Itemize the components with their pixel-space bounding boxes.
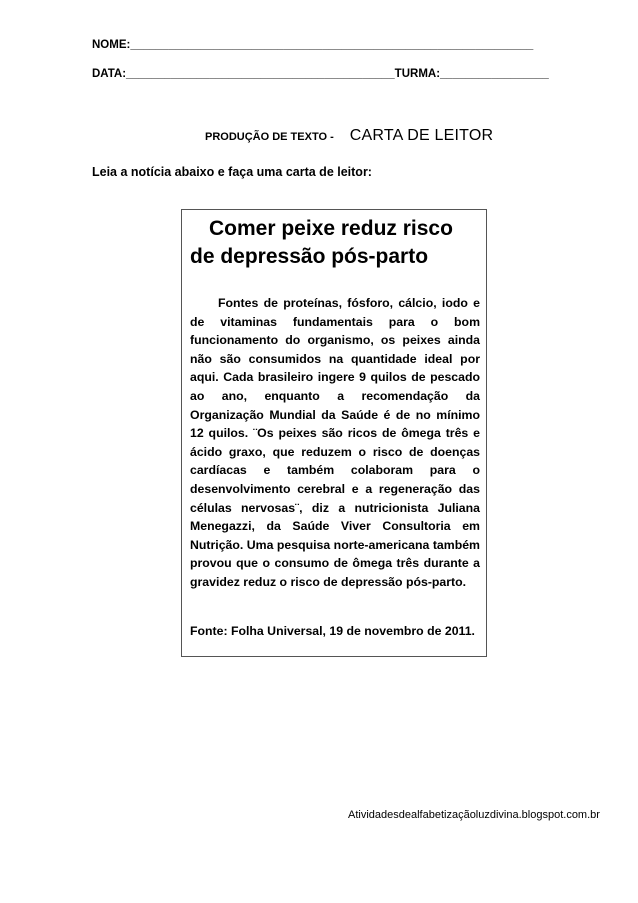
instruction-text: Leia a notícia abaixo e faça uma carta de leitor: — [92, 165, 372, 179]
title-prefix: PRODUÇÃO DE TEXTO - — [205, 131, 334, 143]
footer-url: Atividadesdealfabetizaçãoluzdivina.blogspot.com.br — [348, 809, 600, 821]
date-class-field-line: DATA:__________________________________________TURMA:_________________ — [92, 68, 549, 80]
article-source: Fonte: Folha Universal, 19 de novembro de 2011. — [190, 624, 475, 638]
article-body — [190, 294, 480, 592]
headline-line-2: de depressão pós-parto — [190, 245, 429, 268]
article-headline — [190, 215, 480, 271]
article-body-text: Fontes de proteínas, fósforo, cálcio, iodo e de vitaminas fundamentais para o bom funcionamento do organismo, os peixes ainda não são consumidos na quantidade ideal por aqui. Cada brasileiro ingere 9 quilos de pescado ao ano, enquanto a recomendação da Organização Mundial da Saúde é de no mínimo 12 quilos. ¨Os peixes são ricos de ômega três e ácido graxo, que reduzem o risco de doenças cardíacas e também colaboram para o desenvolvimento cerebral e a regeneração das células nervosas¨, diz a nutricionista Juliana Menegazzi, da Saúde Viver Consultoria em Nutrição. Uma pesquisa norte-americana também provou que o consumo de ômega três durante a gravidez reduz o risco de depressão pós-parto. — [190, 296, 480, 589]
page-title — [205, 127, 493, 145]
headline-line-1: Comer peixe reduz risco — [209, 217, 453, 240]
title-main: CARTA DE LEITOR — [349, 127, 494, 144]
name-field-line: NOME:_______________________________________________________________ — [92, 39, 534, 51]
